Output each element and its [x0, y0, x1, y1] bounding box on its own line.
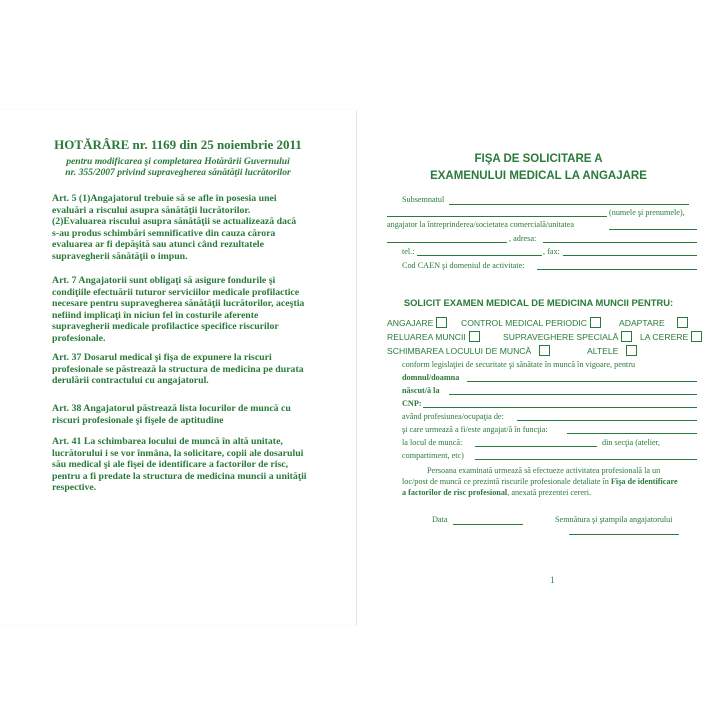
- tel-field[interactable]: [417, 255, 542, 256]
- caen-field[interactable]: [537, 269, 697, 270]
- data-label: Data: [432, 515, 448, 524]
- checkbox-cerere[interactable]: [691, 331, 702, 342]
- decision-title: HOTĂRÂRE nr. 1169 din 25 noiembrie 2011: [54, 137, 302, 152]
- option-adaptare[interactable]: ADAPTARE: [619, 317, 688, 328]
- checkbox-reluarea[interactable]: [469, 331, 480, 342]
- functia-field[interactable]: [567, 433, 697, 434]
- locul-label: la locul de muncă:: [402, 438, 463, 447]
- angajator-label: angajator la întreprinderea/societatea comercială/unitatea: [387, 220, 575, 229]
- functia-label: şi care urmează a fi/este angajat/ă în funcţia:: [402, 425, 548, 434]
- page-number: 1: [550, 575, 555, 585]
- request-section-title: SOLICIT EXAMEN MEDICAL DE MEDICINA MUNCII PENTRU:: [403, 297, 674, 308]
- fax-field[interactable]: [563, 255, 697, 256]
- cnp-label: CNP:: [402, 399, 422, 408]
- adresa-label: , adresa:: [509, 234, 537, 243]
- semnatura-field[interactable]: [569, 534, 679, 535]
- option-altele[interactable]: ALTELE: [587, 345, 637, 356]
- semnatura-label: Semnătura şi ştampila angajatorului: [555, 515, 673, 524]
- option-schimbarea[interactable]: SCHIMBAREA LOCULUI DE MUNCĂ: [387, 345, 550, 356]
- fax-label: , fax:: [543, 247, 560, 256]
- checkbox-adaptare[interactable]: [677, 317, 688, 328]
- name-field-continued[interactable]: [387, 216, 607, 217]
- profesia-label: având profesiunea/ocupaţia de:: [402, 412, 504, 421]
- decision-subtitle-line1: pentru modificarea şi completarea Hotărârii Guvernului: [66, 156, 290, 167]
- nascut-label: născut/ă la: [402, 386, 440, 395]
- option-supraveghere[interactable]: SUPRAVEGHERE SPECIALĂ: [503, 331, 632, 342]
- form-title-line2: EXAMENULUI MEDICAL LA ANGAJARE: [430, 170, 647, 182]
- checkbox-control[interactable]: [590, 317, 601, 328]
- locul-field[interactable]: [475, 446, 597, 447]
- right-page: [357, 110, 720, 625]
- company-field[interactable]: [609, 229, 697, 230]
- tel-label: tel.:: [402, 247, 415, 256]
- compartiment-label: compartiment, etc): [402, 451, 464, 460]
- decision-subtitle-line2: nr. 355/2007 privind supravegherea sănătăţii lucrătorilor: [65, 167, 291, 178]
- sectia-label: din secţia (atelier,: [602, 438, 661, 447]
- checkbox-supraveghere[interactable]: [621, 331, 632, 342]
- article-5: Art. 5 (1)Angajatorul trebuie să se afle în posesia unei evaluări a riscului asupra sănătăţii lucrătorilor. (2)Evaluarea riscului asupra sănătăţii se actualizează dacă s-au produs schimbări semnificative din cauza cărora evaluarea ar fi depăşită sau atunci când rezultatele supravegherii sănătăţii o impun.: [52, 193, 297, 262]
- name-field[interactable]: [449, 204, 689, 205]
- subsemnatul-label: Subsemnatul: [402, 195, 445, 204]
- persoana-line1: Persoana examinată urmează să efectueze activitatea profesională la un: [427, 466, 661, 475]
- numele-label: (numele şi prenumele),: [609, 208, 685, 217]
- persoana-line3: a factorilor de risc profesional, anexată prezentei cereri.: [402, 488, 592, 497]
- address-field[interactable]: [543, 242, 697, 243]
- option-control[interactable]: CONTROL MEDICAL PERIODIC: [461, 317, 601, 328]
- option-cerere[interactable]: LA CERERE: [640, 331, 702, 342]
- checkbox-angajare[interactable]: [436, 317, 447, 328]
- domnul-field[interactable]: [467, 381, 697, 382]
- article-38: Art. 38 Angajatorul păstrează lista locurilor de muncă cu riscuri profesionale şi fişele de aptitudine: [52, 403, 291, 426]
- option-reluarea[interactable]: RELUAREA MUNCII: [387, 331, 480, 342]
- company-field-continued[interactable]: [387, 242, 507, 243]
- domnul-label: domnul/doamna: [402, 373, 460, 382]
- nascut-field[interactable]: [449, 394, 697, 395]
- persoana-line2: loc/post de muncă ce prezintă riscurile profesionale detaliate în Fişa de identificare: [402, 477, 678, 486]
- checkbox-schimbarea[interactable]: [539, 345, 550, 356]
- option-angajare[interactable]: ANGAJARE: [387, 317, 447, 328]
- left-page: [0, 110, 357, 625]
- cnp-field[interactable]: [423, 407, 697, 408]
- compartiment-field[interactable]: [475, 459, 697, 460]
- form-title-line1: FIŞA DE SOLICITARE A: [474, 153, 603, 165]
- checkbox-altele[interactable]: [626, 345, 637, 356]
- article-41: Art. 41 La schimbarea locului de muncă în altă unitate, lucrătorului i se vor înmâna, la solicitare, copii ale dosarului său medical şi ale fişei de identificare a factorilor de risc, pentru a fi predate la structura de medicina muncii a unităţii respective.: [52, 436, 307, 494]
- article-7: Art. 7 Angajatorii sunt obligaţi să asigure fondurile şi condiţiile efectuării tuturor serviciilor medicale profilactice necesare pentru supravegherea sănătăţii lucrătorilor, aceştia nefiind implicaţi în niciun fel în costurile aferente supravegherii medicale profilactice specifice riscurilor profesionale.: [52, 275, 305, 344]
- caen-label: Cod CAEN şi domeniul de activitate:: [402, 261, 525, 270]
- article-37: Art. 37 Dosarul medical şi fişa de expunere la riscuri profesionale se păstrează la structura de medicina pe durata derulării contractului cu angajatorul.: [52, 352, 304, 387]
- profesia-field[interactable]: [517, 420, 697, 421]
- conform-text: conform legislaţiei de securitate şi sănătate în muncă în vigoare, pentru: [402, 360, 636, 369]
- data-field[interactable]: [453, 524, 523, 525]
